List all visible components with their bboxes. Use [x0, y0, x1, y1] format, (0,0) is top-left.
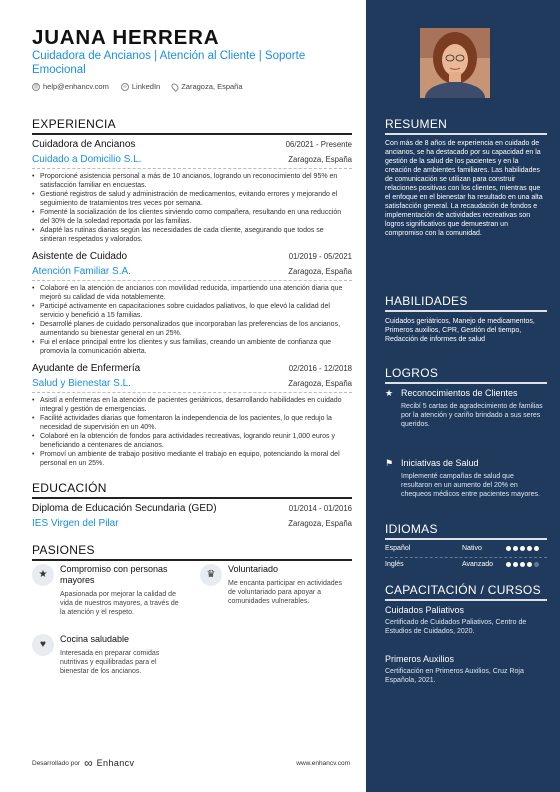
languages-heading: IDIOMAS — [385, 522, 438, 536]
experience-role — [32, 251, 352, 356]
divider — [32, 168, 352, 169]
linkedin-contact[interactable] — [121, 82, 160, 91]
passion-desc: Me encanta participar en actividades de voluntariado para apoyar a comunidades vulnerables. — [228, 580, 343, 605]
rating-dot — [520, 562, 525, 567]
role-bullets — [32, 284, 352, 356]
role-title: Cuidadora de Ancianos — [32, 139, 136, 150]
headline: Cuidadora de Ancianos | Atención al Cliente | Soporte Emocional — [32, 50, 306, 76]
candidate-name: JUANA HERRERA — [32, 26, 220, 49]
passion-item — [200, 564, 350, 606]
rating-dot — [513, 546, 518, 551]
bullet: • Colaboré en la atención de ancianos con movilidad reducida, impartiendo una atención diaria que mejoró su calidad de vida notablemente. — [32, 284, 352, 302]
bullet: • Facilité actividades diarias que fomentaron la independencia de los pacientes, lo que redujo la necesidad de supervisión en un 40%. — [32, 414, 352, 432]
summary-rule — [385, 133, 547, 135]
role-location: Zaragoza, España — [288, 379, 352, 388]
role-company: Salud y Bienestar S.L. — [32, 378, 131, 389]
role-date: 01/2019 - 05/2021 — [288, 252, 352, 261]
passion-item — [32, 634, 182, 676]
language-rating — [506, 546, 539, 551]
footer-brand[interactable] — [32, 756, 134, 770]
course-item — [385, 605, 545, 636]
passion-item — [32, 564, 182, 617]
education-date: 01/2014 - 01/2016 — [288, 504, 352, 513]
language-name: Inglés — [385, 561, 404, 568]
language-row — [385, 561, 547, 568]
course-desc: Certificación en Primeros Auxilios, Cruz Roja Española, 2021. — [385, 668, 524, 684]
profile-photo — [420, 28, 490, 98]
course-title: Cuidados Paliativos — [385, 605, 465, 615]
role-location: Zaragoza, España — [288, 267, 352, 276]
school-name: IES Virgen del Pilar — [32, 518, 119, 529]
course-desc: Certificado de Cuidados Paliativos, Centro de Estudios de Cuidados, 2020. — [385, 619, 527, 635]
location-pin-icon — [170, 82, 180, 92]
degree-title: Diploma de Educación Secundaria (GED) — [32, 503, 217, 514]
language-level: Avanzado — [462, 561, 494, 568]
education-rule — [32, 497, 352, 499]
experience-role — [32, 363, 352, 468]
achievement-desc: Implementé campañas de salud que resultaron en un aumento del 20% en chequeos médicos entre pacientes mayores. — [401, 473, 540, 498]
rating-dot — [527, 562, 532, 567]
role-company: Cuidado a Domicilio S.L. — [32, 154, 142, 165]
language-name: Español — [385, 545, 411, 552]
footer-url[interactable]: www.enhancv.com — [296, 759, 350, 767]
email-contact[interactable] — [32, 82, 109, 91]
rating-dot — [520, 546, 525, 551]
passion-desc: Interesada en preparar comidas nutritivas y equilibradas para el bienestar de los ancianos. — [60, 650, 160, 675]
bullet: • Promoví un ambiente de trabajo positivo mediante el trabajo en equipo, potenciando la moral del personal en un 25%. — [32, 450, 352, 468]
achievement-title: Reconocimientos de Clientes — [401, 388, 518, 398]
flag-icon: ⚑ — [385, 458, 394, 468]
at-icon: @ — [33, 83, 39, 90]
passions-rule — [32, 559, 352, 561]
role-title: Asistente de Cuidado — [32, 251, 128, 262]
brand-name: Enhancv — [96, 758, 135, 768]
courses-rule — [385, 599, 547, 601]
skills-text: Cuidados geriátricos, Manejo de medicamentos, Primeros auxilios, CPR, Gestión del tiempo, Redacción de informes de salud — [385, 318, 535, 343]
summary-text: Con más de 8 años de experiencia en cuidado de ancianos, se ha destacado por su capacidad en la gestión de la salud de los pacientes y en la creación de ambientes familiares. Las habilidades de comunicación se utilizan para construir relaciones positivas con los clientes, mientras que el enfoque en el bienestar ha resultado en una alta satisfacción general. La recaudación de fondos e implementación de actividades recreativas son logros significativos que demuestran un compromiso con la comunidad. — [385, 140, 543, 237]
trophy-icon: ♛ — [200, 564, 222, 586]
link-icon: ∞ — [121, 83, 129, 91]
course-title: Primeros Auxilios — [385, 654, 455, 664]
education-entry — [32, 503, 352, 529]
role-bullets — [32, 396, 352, 468]
education-heading: EDUCACIÓN — [32, 481, 107, 495]
rating-dot — [506, 562, 511, 567]
experience-role — [32, 139, 352, 244]
rating-dot — [506, 546, 511, 551]
role-location: Zaragoza, España — [288, 155, 352, 164]
achievements-heading: LOGROS — [385, 366, 439, 380]
passion-desc: Apasionada por mejorar la calidad de vida de nuestros mayores, a través de la atención y el respeto. — [60, 591, 179, 616]
achievement-item — [385, 458, 545, 499]
location-contact — [172, 82, 242, 91]
skills-rule — [385, 310, 547, 312]
footer — [32, 756, 350, 770]
linkedin-text: LinkedIn — [131, 82, 161, 91]
courses-heading: CAPACITACIÓN / CURSOS — [385, 583, 541, 597]
role-title: Ayudante de Enfermería — [32, 363, 141, 374]
passion-title: Cocina saludable — [60, 634, 130, 644]
course-item — [385, 654, 545, 685]
achievement-title: Iniciativas de Salud — [401, 458, 479, 468]
bullet: • Adapté las rutinas diarias según las necesidades de cada cliente, asegurando que todos se sintieran respetados y valorados. — [32, 226, 352, 244]
language-row — [385, 545, 547, 552]
enhancv-logo-icon: ∞ — [84, 756, 93, 770]
bullet: • Fui el enlace principal entre los clientes y sus familias, creando un ambiente de confianza que promovía la comunicación abierta. — [32, 338, 352, 356]
summary-heading: RESUMEN — [385, 117, 448, 131]
passions-heading: PASIONES — [32, 543, 95, 557]
passion-title: Voluntariado — [228, 564, 279, 574]
achievement-item — [385, 388, 545, 429]
star-icon: ★ — [32, 564, 54, 586]
role-company: Atención Familiar S.A. — [32, 266, 131, 277]
bullet: • Colaboré en la obtención de fondos para actividades recreativas, logrando reunir 1,000 euros y beneficiando a centenares de ancianos. — [32, 432, 352, 450]
rating-dot — [513, 562, 518, 567]
language-divider — [385, 557, 547, 558]
rating-dot — [527, 546, 532, 551]
bullet: • Participé activamente en capacitaciones sobre cuidados paliativos, lo que elevó la calidad del servicio y benefició a 15 familias. — [32, 302, 352, 320]
bullet: • Proporcioné asistencia personal a más de 10 ancianos, logrando un reconocimiento del 95% en satisfacción familiar en encuestas. — [32, 172, 352, 190]
made-by-text: Desarrollado por — [32, 759, 81, 767]
contact-bar — [32, 82, 243, 91]
profile-photo-image — [420, 28, 490, 98]
passion-title: Compromiso con personas mayores — [60, 564, 168, 585]
bullet: • Gestioné registros de salud y administración de medicamentos, evitando errores y mejorando el seguimiento de tratamientos tres veces por semana. — [32, 190, 352, 208]
role-date: 06/2021 - Presente — [285, 140, 352, 149]
experience-heading: EXPERIENCIA — [32, 117, 116, 131]
language-level: Nativo — [462, 545, 482, 552]
bullet: • Desarrollé planes de cuidado personalizados que incorporaban las preferencias de los ancianos, aumentando su bienestar general en un 25%. — [32, 320, 352, 338]
role-bullets — [32, 172, 352, 244]
skills-heading: HABILIDADES — [385, 294, 468, 308]
achievements-rule — [385, 382, 547, 384]
languages-rule — [385, 538, 547, 540]
rating-dot — [534, 562, 539, 567]
role-date: 02/2016 - 12/2018 — [288, 364, 352, 373]
rating-dot — [534, 546, 539, 551]
bullet: • Asistí a enfermeras en la atención de pacientes geriátricos, desarrollando habilidades en cuidado integral y gestión de emergencias. — [32, 396, 352, 414]
heart-icon: ♥ — [32, 634, 54, 656]
star-icon: ★ — [385, 388, 394, 398]
school-location: Zaragoza, España — [288, 519, 352, 528]
achievement-desc: Recibí 5 cartas de agradecimiento de familias por la atención y cariño brindado a sus seres queridos. — [401, 403, 543, 428]
location-text: Zaragoza, España — [181, 82, 243, 91]
experience-rule — [32, 133, 352, 135]
divider — [32, 280, 352, 281]
language-rating — [506, 562, 539, 567]
divider — [32, 392, 352, 393]
email-text: help@enhancv.com — [43, 82, 109, 91]
bullet: • Fomenté la socialización de los clientes sirviendo como compañera, resultando en una reducción del 30% de la soledad reportada por las familias. — [32, 208, 352, 226]
